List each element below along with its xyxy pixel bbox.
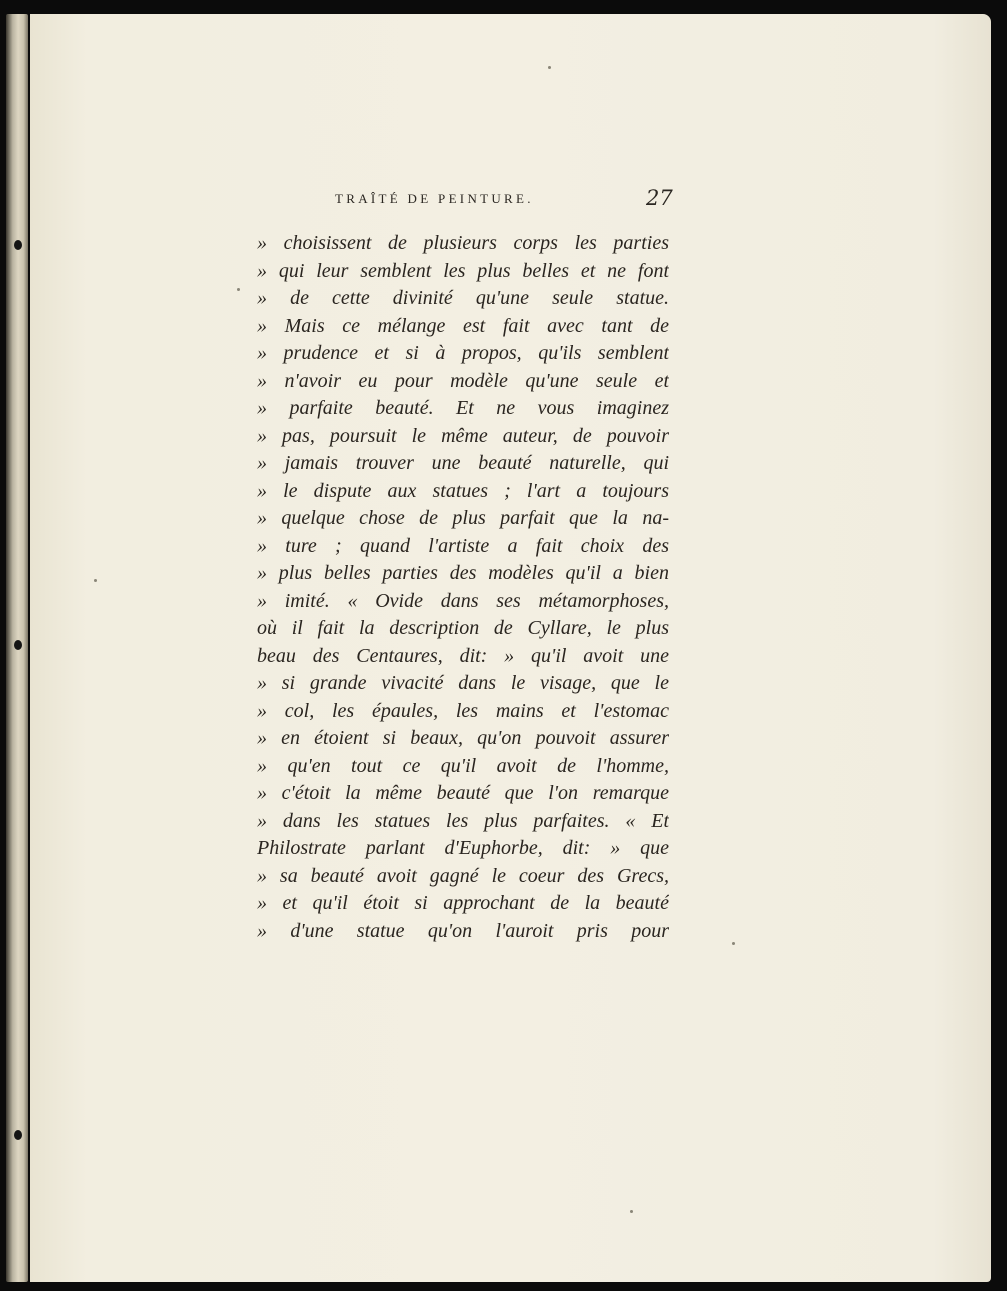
book-page: [30, 14, 991, 1282]
text-line: » si grande vivacité dans le visage, que le: [257, 672, 669, 694]
text-line: où il fait la description de Cyllare, le plus: [257, 617, 669, 639]
text-line: » quelque chose de plus parfait que la na-: [257, 507, 669, 529]
paper-speck: [237, 288, 240, 291]
text-line: » plus belles parties des modèles qu'il a bien: [257, 562, 669, 584]
text-line: » d'une statue qu'on l'auroit pris pour: [257, 919, 669, 942]
text-line: » le dispute aux statues ; l'art a toujours: [257, 479, 669, 502]
paper-speck: [630, 1210, 633, 1213]
text-line: » col, les épaules, les mains et l'estomac: [257, 699, 669, 722]
text-line: » jamais trouver une beauté naturelle, qui: [257, 452, 669, 474]
page-number: 27: [646, 186, 673, 210]
text-line: » qu'en tout ce qu'il avoit de l'homme,: [257, 754, 669, 777]
running-head: TRAÎTÉ DE PEINTURE.: [335, 191, 534, 206]
text-line: » dans les statues les plus parfaites. « Et: [257, 809, 669, 832]
text-line: » qui leur semblent les plus belles et ne font: [257, 259, 669, 282]
text-line: » prudence et si à propos, qu'ils semblent: [257, 342, 669, 364]
text-line: » Mais ce mélange est fait avec tant de: [257, 314, 669, 337]
text-line: Philostrate parlant d'Euphorbe, dit: » que: [257, 837, 669, 859]
text-line: » et qu'il étoit si approchant de la beauté: [257, 892, 669, 914]
text-line: » choisissent de plusieurs corps les parties: [257, 232, 669, 254]
text-line: » de cette divinité qu'une seule statue.: [257, 287, 669, 309]
text-line: » sa beauté avoit gagné le coeur des Grecs,: [257, 864, 669, 887]
text-line: » c'étoit la même beauté que l'on remarque: [257, 782, 669, 804]
paper-speck: [732, 942, 735, 945]
binding-hole: [14, 640, 22, 650]
paper-speck: [94, 579, 97, 582]
text-line: » imité. « Ovide dans ses métamorphoses,: [257, 589, 669, 612]
text-line: » parfaite beauté. Et ne vous imaginez: [257, 397, 669, 419]
binding-hole: [14, 1130, 22, 1140]
text-line: » en étoient si beaux, qu'on pouvoit assurer: [257, 727, 669, 749]
text-line: » n'avoir eu pour modèle qu'une seule et: [257, 369, 669, 392]
paper-speck: [548, 66, 551, 69]
text-line: » ture ; quand l'artiste a fait choix des: [257, 534, 669, 557]
text-line: » pas, poursuit le même auteur, de pouvoir: [257, 424, 669, 447]
binding-hole: [14, 240, 22, 250]
text-line: beau des Centaures, dit: » qu'il avoit une: [257, 644, 669, 667]
